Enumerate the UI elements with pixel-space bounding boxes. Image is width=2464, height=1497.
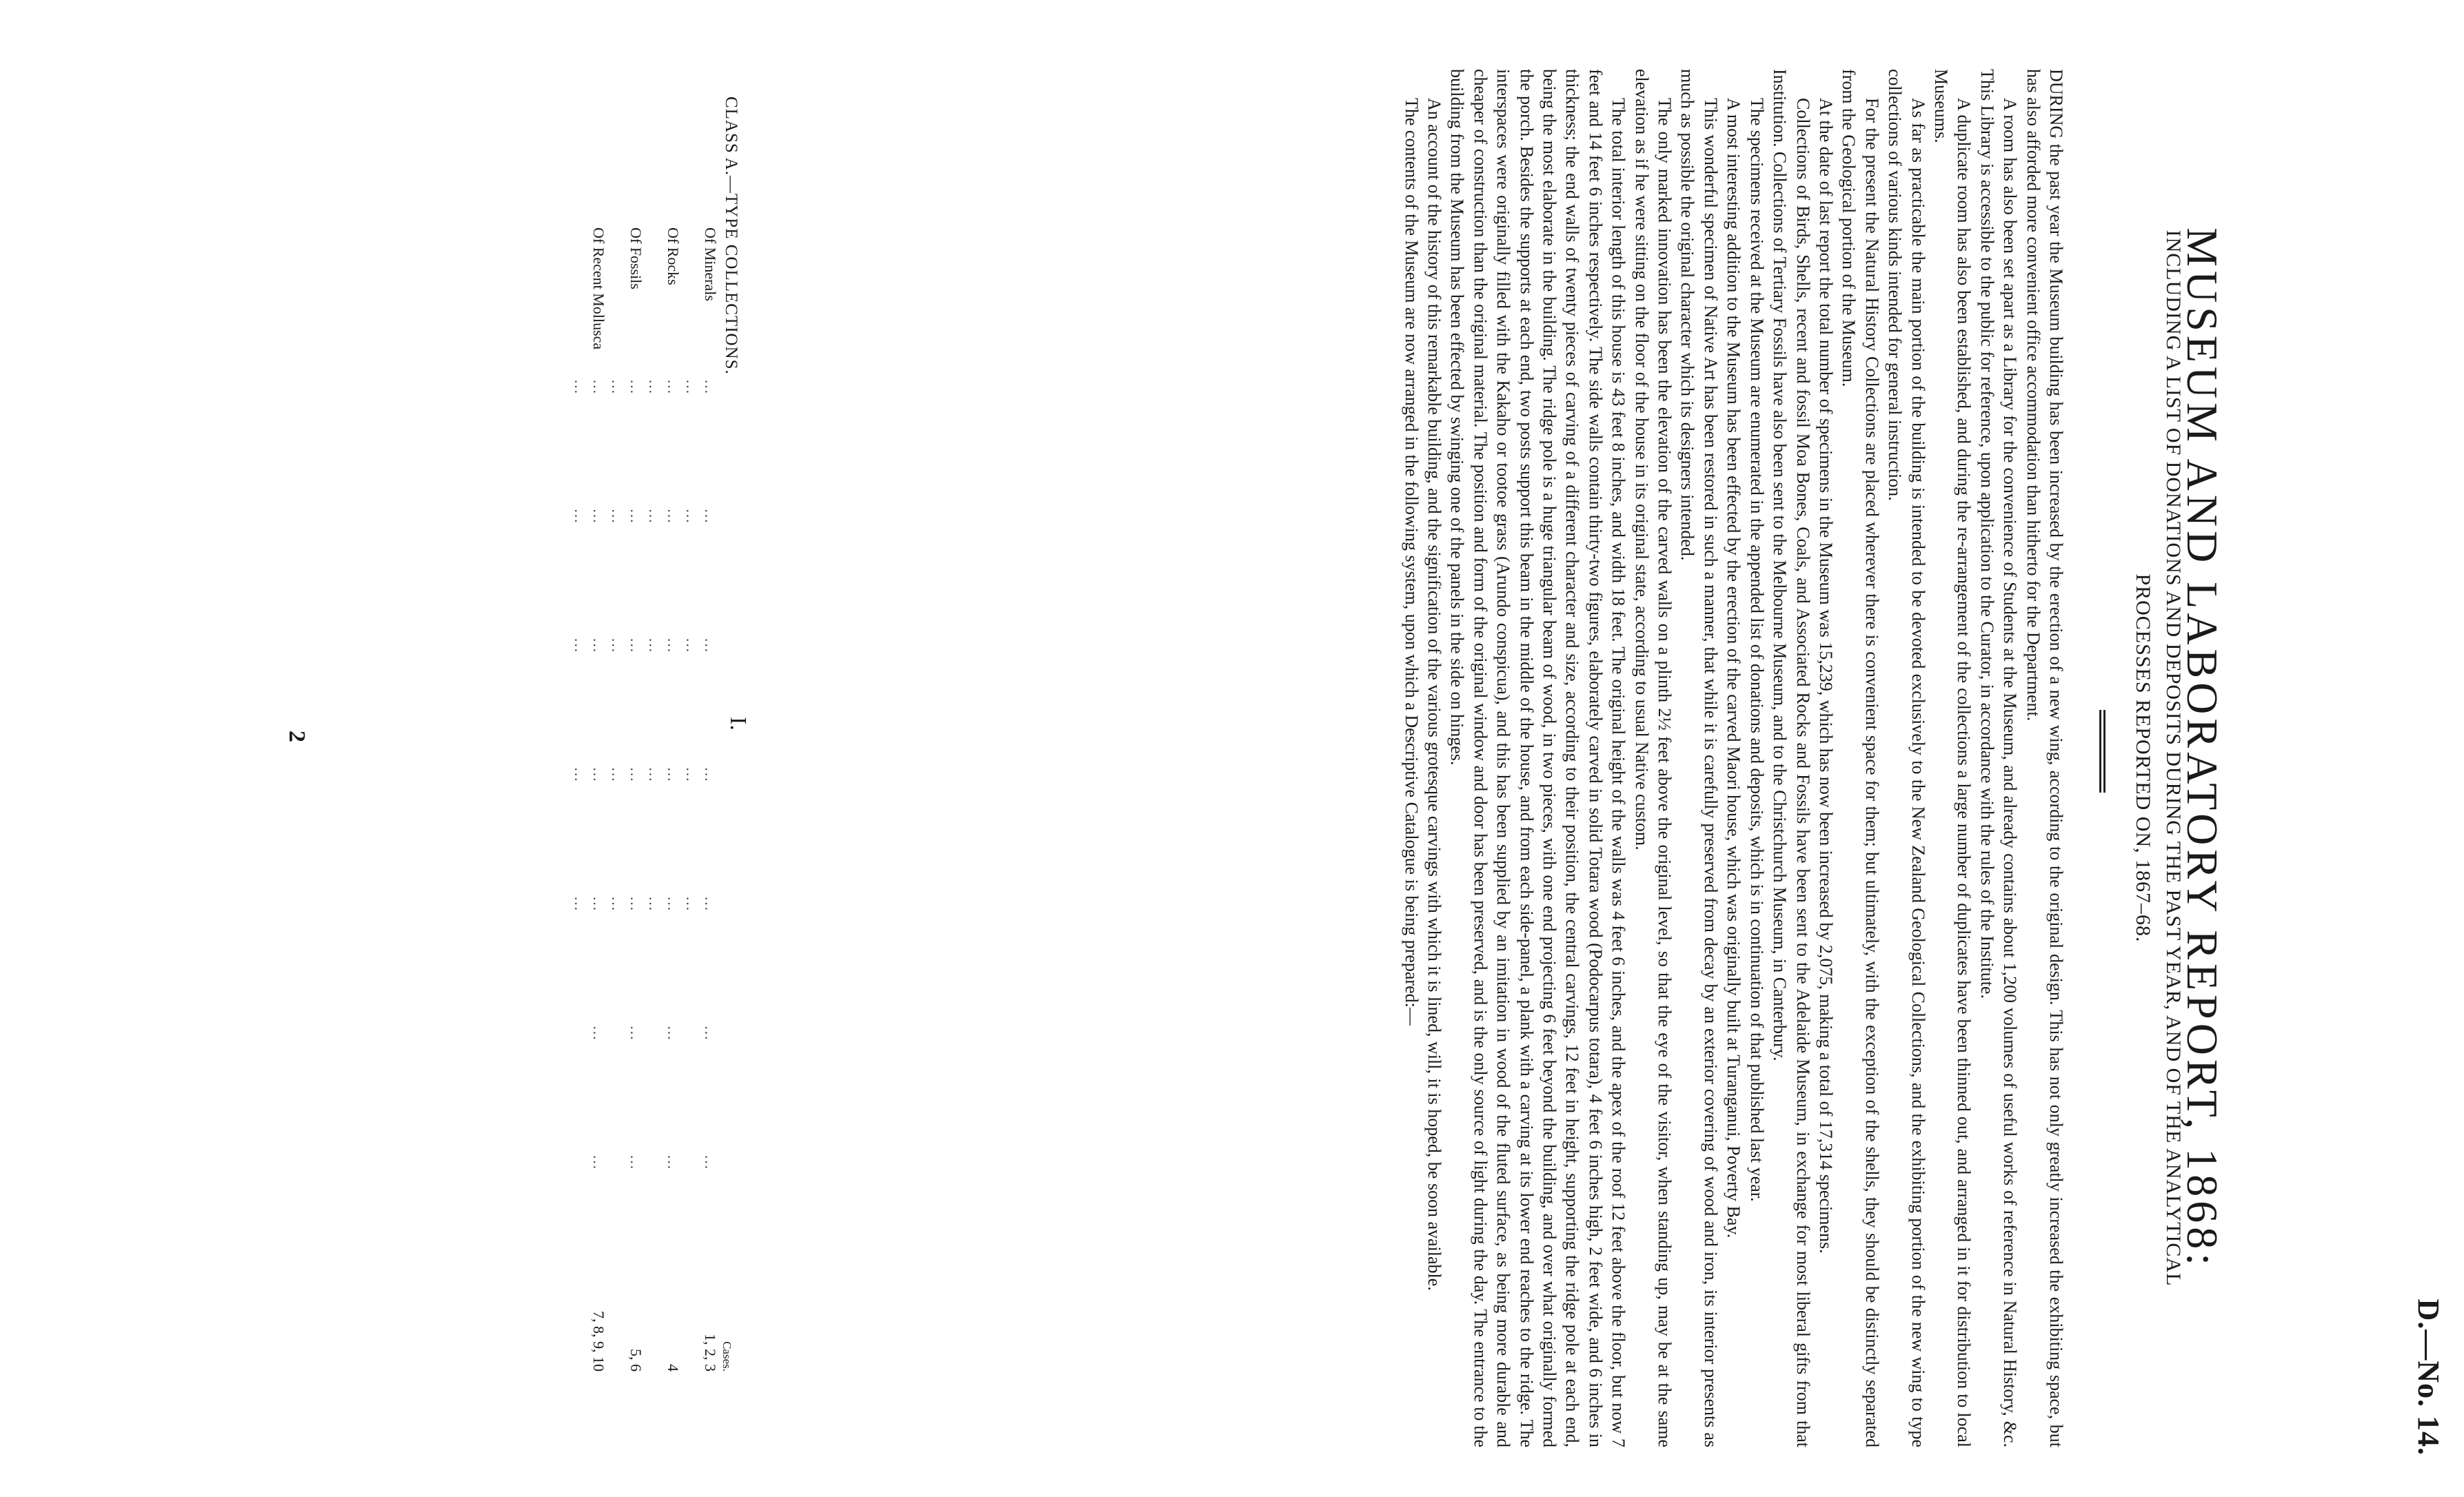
paragraph: An account of the history of this remarkable building, and the signification of the various grotesque carvings with which it is lined, will, it is hoped, be soon available. xyxy=(1424,98,1445,1291)
leader-dots: … … … … … … … … … … … … xyxy=(646,379,682,1225)
page-reference: D.—No. 14. xyxy=(2412,1299,2445,1456)
list-item xyxy=(683,227,720,1372)
paragraph: At the date of last report the total number of specimens in the Museum was 15,239, which has now been increased by 2,075, making a total of 17,314 specimens. xyxy=(1815,98,1836,1254)
list-item xyxy=(571,227,608,1372)
page-folio: 2 xyxy=(284,731,310,742)
leader-dots: … … … … … … … … … … … … xyxy=(609,379,645,1225)
cases-heading: Cases. xyxy=(720,1341,734,1372)
report-subtitle: INCLUDING A LIST OF DONATIONS AND DEPOSITS DURING THE PAST YEAR, AND OF THE ANALYTICAL PROCESSES REPORTED ON, 1867–68. xyxy=(2132,230,2185,1287)
paragraph: The only marked innovation has been the elevation of the carved walls on a plinth 2½ feet above the original level, so that the eye of the visitor, when standing up, may be at the same elevation as if he were sitting on the floor of the house in its original state, according to usual Native custom. xyxy=(1631,69,1675,1447)
list-item xyxy=(608,227,645,1372)
paragraph: A duplicate room has also been established, and during the re-arrangement of the collections a large number of duplicates have been thinned out, and arranged in it for distribution to local Museums. xyxy=(1930,69,1975,1447)
paragraph: The total interior length of this house is 43 feet 8 inches, and width 18 feet. The original height of the walls was 4 feet 6 inches, and the apex of the roof 12 feet above the floor, but now 7 feet and 14 feet 6 inches respectively. The side walls contain thirty-two figures, elaborately carved in solid Totara wood (Podocarpus totara), 4 feet 6 inches high, 2 feet wide, and 6 inches in thickness; the end walls of twenty pieces of carving of a different character and size, according to their position, the central carvings, 12 feet in height, supporting the ridge pole at each end, being the most elaborate in the building. The ridge pole is a huge triangular beam of wood, in two pieces, with one end projecting 6 feet beyond the building, and over what originally formed the porch. Besides the supports at each end, two posts support this beam in the middle of the house, and from each side-panel, a plank with a carving at its lower end reaches to the ridge. The interspaces were originally filled with the Kakaho or tootoe grass (Arundo conspicua), and this has been supplied by an imitation in wood of the fluted surface, as being more durable and cheaper of construction than the original material. The position and form of the original window and door has been preserved, and is the only source of light during the day. The entrance to the building from the Museum has been effected by swinging one of the panels in the side on hinges. xyxy=(1447,69,1629,1447)
paragraph: A most interesting addition to the Museum has been effected by the erection of the carved Maori house, which was originally built at Turanganui, Poverty Bay. xyxy=(1724,98,1744,1239)
title-rule xyxy=(2099,710,2105,793)
item-cases: 5, 6 xyxy=(627,1349,645,1372)
paragraph: This wonderful specimen of Native Art has been restored in such a manner, that while it is carefully preserved from decay by an exterior covering of wood and iron, its interior presents as much as possible the original character which its designers intended. xyxy=(1677,69,1721,1447)
class-heading: CLASS A.—TYPE COLLECTIONS. xyxy=(722,96,740,375)
paragraph: Collections of Birds, Shells, recent and fossil Moa Bones, Coals, and Associated Rocks and Fossils have been sent to the Adelaide Museum, in exchange for most liberal gifts from that Institution. Collections of Tertiary Fossils have also been sent to the Melbourne Museum, and to the Christchurch Museum, in Canterbury. xyxy=(1770,69,1813,1447)
section-number: I. xyxy=(725,717,751,731)
report-title: MUSEUM AND LABORATORY REPORT, 1868: xyxy=(2178,227,2228,1270)
report-body xyxy=(1400,69,2068,1447)
item-cases: 1, 2, 3 xyxy=(702,1334,719,1372)
item-cases: 4 xyxy=(665,1364,682,1372)
paragraph: As far as practicable the main portion of the building is intended to be devoted exclusively to the New Zealand Geological Collections, and the exhibiting portion of the new wing to type collections of various kinds intended for general instruction. xyxy=(1885,69,1928,1447)
item-cases: 7, 8, 9, 10 xyxy=(590,1311,607,1372)
item-label: Of Rocks xyxy=(665,227,682,285)
item-label: Of Minerals xyxy=(702,227,719,301)
type-collection-list xyxy=(571,227,720,1372)
paragraph: A room has also been set apart as a Library for the convenience of Students at the Museum, and already contains about 1,200 volumes of useful works of reference in Natural History, &c. This Library is accessible to the public for reference, upon application to the Curator, in accordance with the rules of the Institute. xyxy=(1977,69,2021,1447)
item-label: Of Recent Mollusca xyxy=(590,227,607,350)
leader-dots: … … … … … … … … … … … … xyxy=(683,379,719,1225)
paragraph: For the present the Natural History Collections are placed wherever there is convenient space for them; but ultimately, with the exception of the shells, they should be distinctly separated from the Geological portion of the Museum. xyxy=(1839,69,1882,1447)
paragraph: The contents of the Museum are now arranged in the following system, upon which a Descriptive Catalogue is being prepared:— xyxy=(1401,98,1422,1026)
leader-dots: … … … … … … … … … … … … xyxy=(572,379,607,1225)
item-label: Of Fossils xyxy=(627,227,645,289)
paragraph: The specimens received at the Museum are enumerated in the appended list of donations and deposits, which is in continuation of that published last year. xyxy=(1746,98,1767,1202)
paragraph: DURING the past year the Museum building has been increased by the erection of a new wing, according to the original design. This has not only greatly increased the exhibiting space, but has also afforded more convenient office accommodation than hitherto for the Department. xyxy=(2023,69,2066,1447)
list-item xyxy=(645,227,683,1372)
